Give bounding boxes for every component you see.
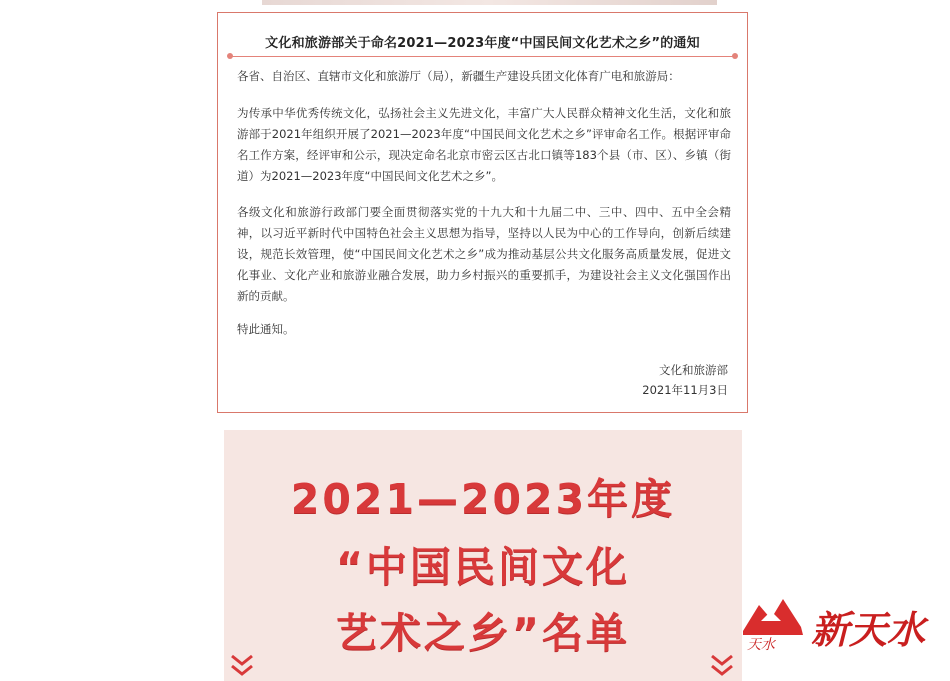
divider-dot-right [732,53,738,59]
chevron-down-icon-left [229,652,255,680]
notice-title: 文化和旅游部关于命名2021—2023年度“中国民间文化艺术之乡”的通知 [265,36,700,51]
logo-brand-text: 新天水 [811,607,926,652]
salutation: 各省、自治区、直辖市文化和旅游厅（局），新疆生产建设兵团文化体育广电和旅游局： [237,69,680,83]
list-banner [224,430,742,681]
paragraph-2: 各级文化和旅游行政部门要全面贯彻落实党的十九大和十九届二中、三中、四中、五中全会精神，以习近平新时代中国特色社会主义思想为指导，坚持以人民为中心的工作导向，创新后续建设，规范长效管理，使“中国民间文化艺术之乡”成为推动基层公共文化服务高质量发展，促进文化事业、文化产业和旅游业融合发展，助力乡村振兴的重要抓手，为建设社会主义文化强国作出新的贡献。 [237,205,731,303]
banner-line-3: 艺术之乡”名单 [336,609,630,657]
xintianshui-logo [741,591,941,661]
closing: 特此通知。 [237,322,295,336]
title-divider [230,56,735,57]
banner-line-2: “中国民间文化 [336,543,630,591]
banner-line-1: 2021—2023年度 [290,475,676,523]
signer: 文化和旅游部 [659,363,728,377]
top-image-strip [262,0,717,5]
paragraph-1: 为传承中华优秀传统文化，弘扬社会主义先进文化，丰富广大人民群众精神文化生活，文化和旅游部于2021年组织开展了2021—2023年度“中国民间文化艺术之乡”评审命名工作。根据评审命名工作方案，经评审和公示，现决定命名北京市密云区古北口镇等183个县（市、区）、乡镇（街道）为2021—2023年度“中国民间文化艺术之乡”。 [237,106,731,183]
logo-small-text: 天水 [747,637,775,653]
divider-dot-left [227,53,233,59]
chevron-down-icon-right [709,652,735,680]
notice-card [217,12,748,413]
notice-date: 2021年11月3日 [642,383,728,397]
